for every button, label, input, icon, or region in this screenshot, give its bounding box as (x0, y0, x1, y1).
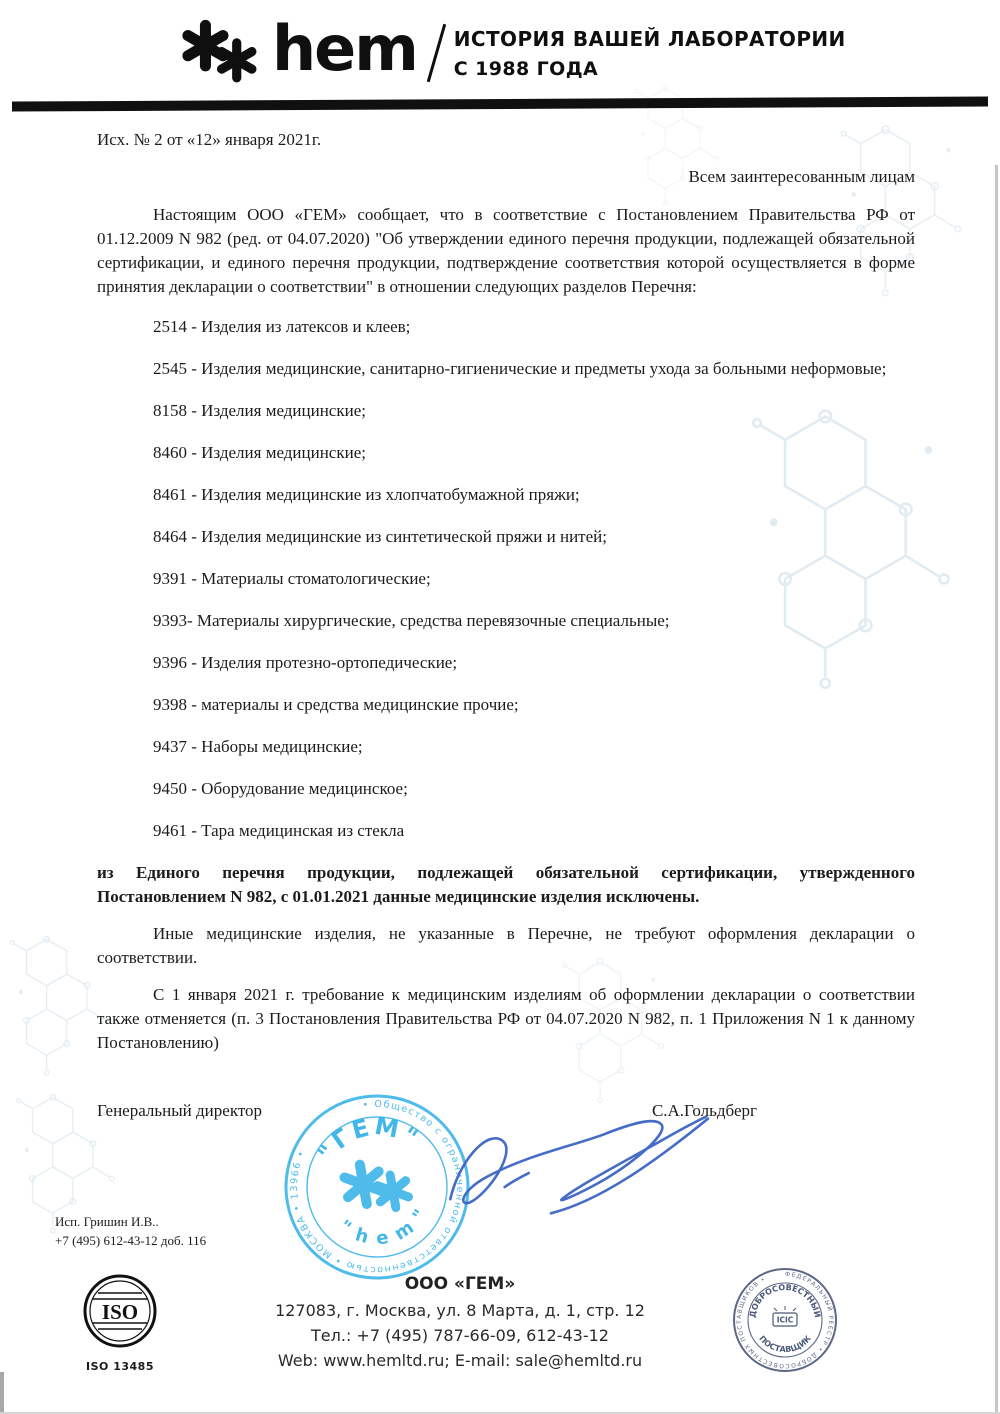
director-signature (408, 1100, 720, 1232)
signer-title: Генеральный директор (97, 1101, 263, 1120)
footer-address: 127083, г. Москва, ул. 8 Марта, д. 1, стр. 12 (275, 1301, 645, 1320)
footer-company-name: ООО «ГЕМ» (404, 1274, 516, 1294)
header-divider-bar (12, 96, 988, 111)
badge-ring-text: ФЕДЕРАЛЬНЫЙ РЕЕСТР • ДОБРОСОВЕСТНЫХ ПОСТАВЩИКОВ • (735, 1270, 835, 1370)
list-item: 9450 - Оборудование медицинское; (153, 779, 408, 798)
stamp-asterisk-emblem (335, 1151, 417, 1221)
iso-logo-text: ISO (101, 1300, 139, 1324)
hem-logo-icon (176, 16, 268, 90)
badge-center-emblem (773, 1306, 797, 1326)
list-item: 9391 - Материалы стоматологические; (153, 569, 431, 588)
footer-web-email: Web: www.hemltd.ru; E-mail: sale@hemltd.ru (277, 1351, 643, 1370)
letterhead (176, 12, 846, 90)
addressee-line: Всем заинтересованным лицам (688, 167, 915, 186)
list-item: 9437 - Наборы медицинские; (153, 737, 363, 756)
product-code-list (97, 315, 915, 843)
hem-logo-wordmark: hem (272, 12, 417, 85)
list-item: 9393- Материалы хирургические, средства перевязочные специальные; (153, 611, 670, 630)
stamp-bottom-text: " h e m " (334, 1204, 433, 1250)
intro-paragraph: Настоящим ООО «ГЕМ» сообщает, что в соответствие с Постановлением Правительства РФ от 01.12.2009 N 982 (ред. от 04.07.2020) "Об утверждении единого перечня продукции, подлежащей обязательной сертификации, и единого перечня продукции, подтверждение соответствия которой осуществляется в форме принятия декларации о соответствии" в отношении следующих разделов Перечня: (97, 205, 915, 296)
letter-body (97, 128, 915, 1123)
other-items-paragraph: Иные медицинские изделия, не указанные в Перечне, не требуют оформления декларации о соответствии. (97, 924, 915, 967)
logo-tagline (454, 27, 846, 80)
logo-divider-slash (427, 24, 446, 83)
stamp-ring-text: • Общество с ограниченной ответственностью • МОСКВА • 13966 • (288, 1098, 466, 1276)
iso-caption: ISO 13485 (86, 1360, 154, 1373)
iso-certification-block (72, 1272, 168, 1373)
scan-edge-artifact-left (0, 1372, 4, 1414)
cancellation-paragraph: С 1 января 2021 г. требование к медицинским изделиям об оформлении декларации о соответствии также отменяется (п. 3 Постановления Правительства РФ от 04.07.2020 N 982, п. 1 Приложения N 1 к данному Постановлению) (97, 985, 915, 1052)
conclusion-paragraph: из Единого перечня продукции, подлежащей обязательной сертификации, утвержденного Постановлением N 982, с 01.01.2021 данные медицинские изделия исключены. (97, 863, 915, 906)
list-item: 9398 - материалы и средства медицинские прочие; (153, 695, 519, 714)
list-item: 2514 - Изделия из латексов и клеев; (153, 317, 411, 336)
scan-edge-artifact-right (995, 165, 998, 1412)
list-item: 8158 - Изделия медицинские; (153, 401, 366, 420)
tagline-line-2: С 1988 ГОДА (453, 57, 599, 80)
iso-logo (74, 1272, 166, 1350)
signer-name: С.А.Гольдберг (651, 1101, 757, 1120)
list-item: 8461 - Изделия медицинские из хлопчатобумажной пряжи; (153, 485, 580, 504)
badge-center-text: ICIC (776, 1315, 794, 1325)
list-item: 9461 - Тара медицинская из стекла (153, 821, 405, 840)
executor-name: Исп. Гришин И.В.. (55, 1214, 159, 1229)
list-item: 8460 - Изделия медицинские; (153, 443, 366, 462)
footer-phone: Тел.: +7 (495) 787-66-09, 612-43-12 (311, 1326, 609, 1345)
badge-bottom-text: ПОСТАВЩИК (757, 1333, 813, 1355)
list-item: 2545 - Изделия медицинские, санитарно-гигиенические и предметы ухода за больными неформовые; (153, 359, 887, 378)
list-item: 8464 - Изделия медицинские из синтетической пряжи и нитей; (153, 527, 607, 546)
tagline-line-1: ИСТОРИЯ ВАШЕЙ ЛАБОРАТОРИИ (453, 26, 846, 51)
list-item: 9396 - Изделия протезно-ортопедические; (153, 653, 458, 672)
executor-block (55, 1212, 206, 1250)
executor-phone: +7 (495) 612-43-12 доб. 116 (55, 1233, 207, 1248)
trusted-supplier-badge (731, 1266, 839, 1374)
reference-line: Исх. № 2 от «12» января 2021г. (97, 130, 322, 149)
stamp-top-text: "ГЕМ" (312, 1111, 426, 1167)
badge-top-text: ДОБРОСОВЕСТНЫЙ (747, 1282, 823, 1319)
